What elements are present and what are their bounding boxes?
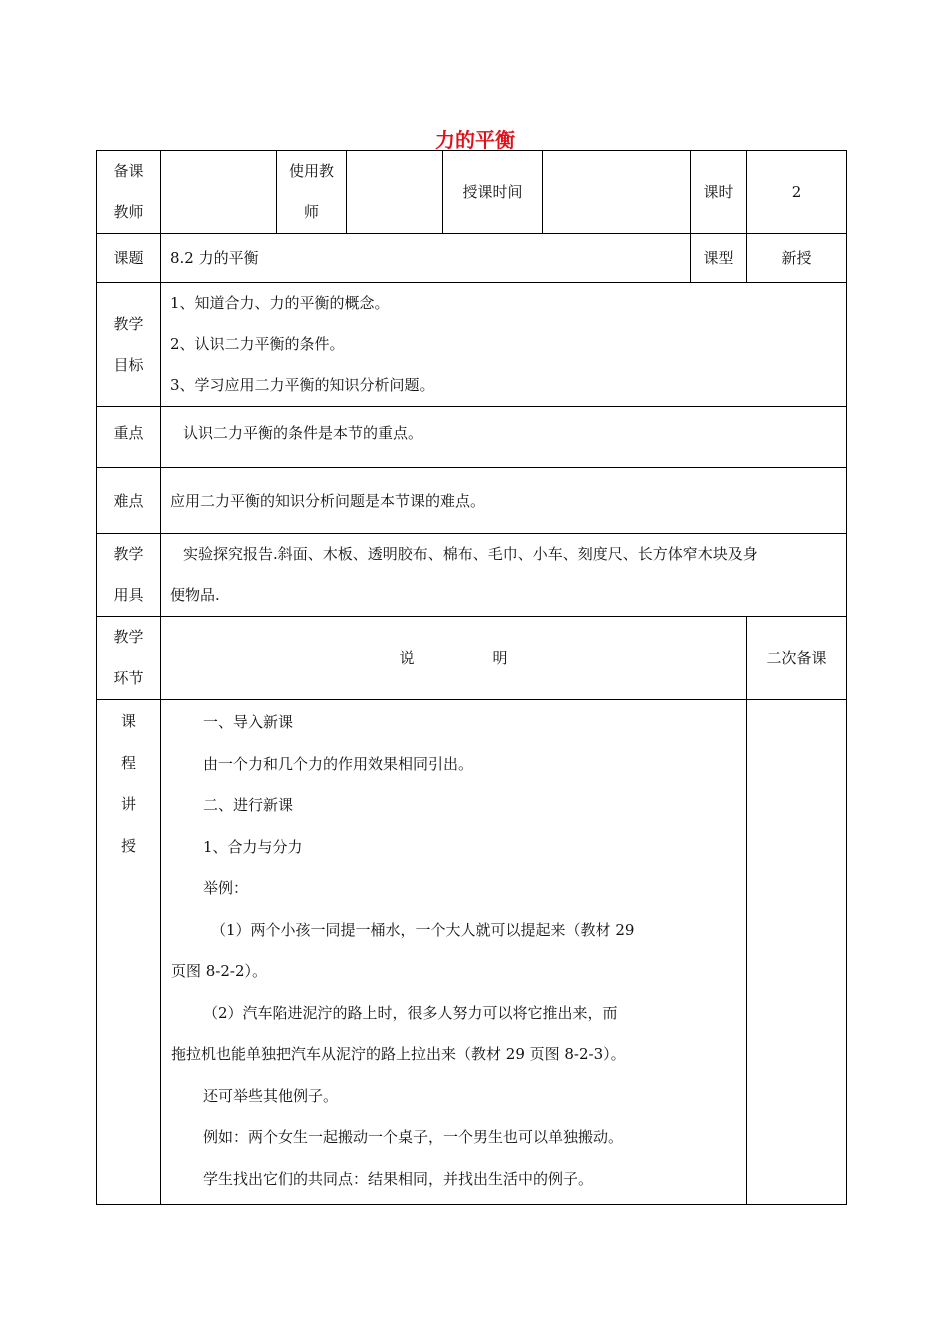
stage-label-cell	[97, 617, 161, 700]
lesson-line: （1）两个小孩一同提一桶水，一个大人就可以提起来（教材 29	[211, 920, 635, 939]
lesson-plan-table	[96, 150, 847, 1205]
goals-content-cell	[161, 283, 847, 407]
lesson-content-cell	[161, 700, 747, 1205]
goals-label-cell	[97, 283, 161, 407]
class-time-label-cell: 授课时间	[443, 151, 543, 234]
lesson-line: 例如：两个女生一起搬动一个桌子，一个男生也可以单独搬动。	[203, 1128, 624, 1146]
goals-label: 教学	[113, 314, 144, 333]
lesson-label-char: 程	[120, 753, 136, 772]
goal-item: 3、学习应用二力平衡的知识分析问题。	[170, 376, 435, 394]
lesson-line: 学生找出它们的共同点：结果相同，并找出生活中的例子。	[203, 1169, 594, 1188]
difficulty-label-cell: 难点	[97, 468, 161, 534]
lesson-type-value-cell: 新授	[747, 234, 847, 283]
tools-label: 教学	[113, 545, 144, 563]
lesson-line: 举例：	[203, 879, 249, 897]
stage-label: 环节	[113, 669, 144, 687]
topic-row	[97, 234, 847, 283]
period-value-cell: 2	[747, 151, 847, 234]
goals-label: 目标	[113, 355, 144, 374]
difficulty-row	[97, 468, 847, 534]
lesson-line: 二、进行新课	[203, 796, 294, 814]
lesson-label-char: 授	[120, 836, 136, 855]
goals-row	[97, 283, 847, 407]
key-point-row	[97, 407, 847, 468]
lesson-type-label-cell: 课型	[691, 234, 747, 283]
lesson-line: （2）汽车陷进泥泞的路上时，很多人努力可以将它推出来，而	[203, 1003, 618, 1022]
header-row	[97, 151, 847, 234]
lesson-label-char: 讲	[120, 795, 136, 813]
lesson-label-cell	[97, 700, 161, 1205]
key-point-label-cell: 重点	[97, 407, 161, 468]
lesson-row	[97, 700, 847, 1205]
difficulty-value-cell: 应用二力平衡的知识分析问题是本节课的难点。	[161, 468, 847, 534]
topic-value-cell: 8.2 力的平衡	[161, 234, 691, 283]
page-title: 力的平衡	[435, 128, 515, 152]
teacher-value-cell	[161, 151, 277, 234]
lesson-line: 1、合力与分力	[203, 837, 303, 856]
lesson-line: 拖拉机也能单独把汽车从泥泞的路上拉出来（教材 29 页图 8-2-3）。	[171, 1045, 626, 1063]
lesson-line: 一、导入新课	[203, 713, 294, 731]
lesson-line: 还可举些其他例子。	[203, 1086, 339, 1105]
description-header: 说	[399, 649, 415, 667]
tools-line: 便物品.	[170, 586, 220, 604]
user-teacher-label-cell	[277, 151, 347, 234]
period-label-cell: 课时	[691, 151, 747, 234]
description-header: 明	[492, 649, 508, 667]
tools-content-cell	[161, 534, 847, 617]
stage-label: 教学	[113, 628, 144, 646]
tools-label: 用具	[113, 586, 144, 604]
section-header-row	[97, 617, 847, 700]
lesson-label-char: 课	[120, 712, 136, 730]
key-point-value-cell: 认识二力平衡的条件是本节的重点。	[161, 407, 847, 468]
teacher-label-cell	[97, 151, 161, 234]
goal-item: 2、认识二力平衡的条件。	[170, 335, 345, 353]
second-prep-cell	[747, 700, 847, 1205]
user-teacher-value-cell	[347, 151, 443, 234]
tools-label-cell	[97, 534, 161, 617]
goal-item: 1、知道合力、力的平衡的概念。	[170, 294, 390, 312]
user-teacher-label: 师	[303, 203, 319, 221]
lesson-line: 由一个力和几个力的作用效果相同引出。	[203, 754, 474, 773]
tools-row	[97, 534, 847, 617]
teacher-label: 备课	[113, 162, 144, 180]
second-prep-header-cell: 二次备课	[747, 617, 847, 700]
description-header-cell	[161, 617, 747, 700]
lesson-line: 页图 8-2-2）。	[171, 962, 268, 980]
teacher-label: 教师	[113, 203, 144, 221]
topic-label-cell: 课题	[97, 234, 161, 283]
tools-line: 实验探究报告.斜面、木板、透明胶布、棉布、毛巾、小车、刻度尺、长方体窄木块及身	[183, 545, 758, 563]
class-time-value-cell	[543, 151, 691, 234]
user-teacher-label: 使用教	[288, 162, 334, 180]
